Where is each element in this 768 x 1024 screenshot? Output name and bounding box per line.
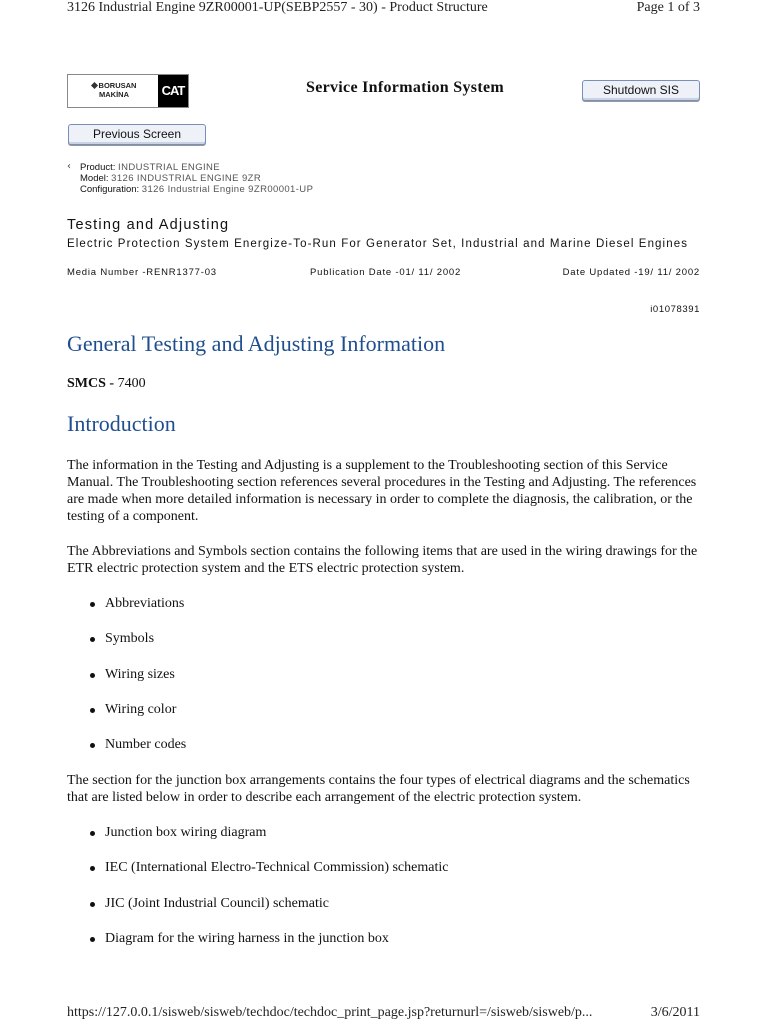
model-label: Model:	[80, 173, 109, 184]
configuration-label: Configuration:	[80, 184, 140, 195]
media-number: Media Number -RENR1377-03	[67, 267, 217, 278]
shutdown-sis-button[interactable]: Shutdown SIS	[582, 80, 700, 101]
borusan-mark-icon	[90, 82, 97, 89]
heading-general-testing: General Testing and Adjusting Information	[67, 331, 446, 356]
list-item: JIC (Joint Industrial Council) schematic	[89, 895, 448, 930]
makina-text: MAKİNA	[99, 90, 129, 99]
footer-url: https://127.0.0.1/sisweb/sisweb/techdoc/techdoc_print_page.jsp?returnurl=/sisweb/sisweb/p...	[67, 1005, 593, 1020]
back-arrow-icon[interactable]: ‹	[67, 161, 71, 172]
cat-logo-text: CAT	[161, 83, 185, 98]
abbreviations-list	[89, 595, 186, 771]
list-item: Wiring color	[89, 701, 186, 736]
product-info	[80, 162, 313, 195]
borusan-logo	[74, 81, 154, 99]
sis-title: Service Information System	[306, 79, 504, 96]
list-item: Abbreviations	[89, 595, 186, 630]
previous-screen-button[interactable]: Previous Screen	[68, 124, 206, 145]
model-value: 3126 INDUSTRIAL ENGINE 9ZR	[111, 173, 262, 184]
configuration-value: 3126 Industrial Engine 9ZR00001-UP	[141, 184, 314, 195]
list-item: Number codes	[89, 736, 186, 771]
print-header-title: 3126 Industrial Engine 9ZR00001-UP(SEBP2557 - 30) - Product Structure	[67, 0, 488, 15]
heading-introduction: Introduction	[67, 411, 176, 436]
list-item: Symbols	[89, 630, 186, 665]
publication-date: Publication Date -01/ 11/ 2002	[310, 267, 462, 278]
diagrams-list	[89, 824, 448, 965]
intro-paragraph-1: The information in the Testing and Adjusting is a supplement to the Troubleshooting section of this Service Manual. The Troubleshooting section references several procedures in the Testing and Adjusting. The references are made when more detailed information is necessary in order to complete the diagnosis, the calibration, or the testing of a component.	[67, 458, 697, 524]
date-updated: Date Updated -19/ 11/ 2002	[562, 267, 700, 278]
list-item: Wiring sizes	[89, 666, 186, 701]
borusan-text: BORUSAN	[98, 81, 137, 90]
document-id: i01078391	[650, 304, 700, 315]
product-value: INDUSTRIAL ENGINE	[118, 162, 221, 173]
document-category: Testing and Adjusting	[67, 217, 230, 233]
dealer-logo	[67, 74, 189, 108]
list-item: Junction box wiring diagram	[89, 824, 448, 859]
smcs-value: 7400	[117, 376, 146, 391]
print-page-number: Page 1 of 3	[636, 0, 700, 15]
list-item: IEC (International Electro-Technical Commission) schematic	[89, 859, 448, 894]
footer-date: 3/6/2011	[650, 1005, 700, 1020]
list-item: Diagram for the wiring harness in the junction box	[89, 930, 448, 965]
product-label: Product:	[80, 162, 116, 173]
document-subtitle: Electric Protection System Energize-To-Run For Generator Set, Industrial and Marine Diesel Engines	[67, 238, 689, 250]
intro-paragraph-3: The section for the junction box arrangements contains the four types of electrical diagrams and the schematics that are listed below in order to describe each arrangement of the electric protection system.	[67, 773, 690, 805]
smcs-code	[67, 376, 146, 392]
intro-paragraph-2: The Abbreviations and Symbols section contains the following items that are used in the wiring drawings for the ETR electric protection system and the ETS electric protection system.	[67, 544, 698, 576]
cat-logo	[158, 75, 188, 107]
smcs-label: SMCS -	[67, 376, 115, 391]
